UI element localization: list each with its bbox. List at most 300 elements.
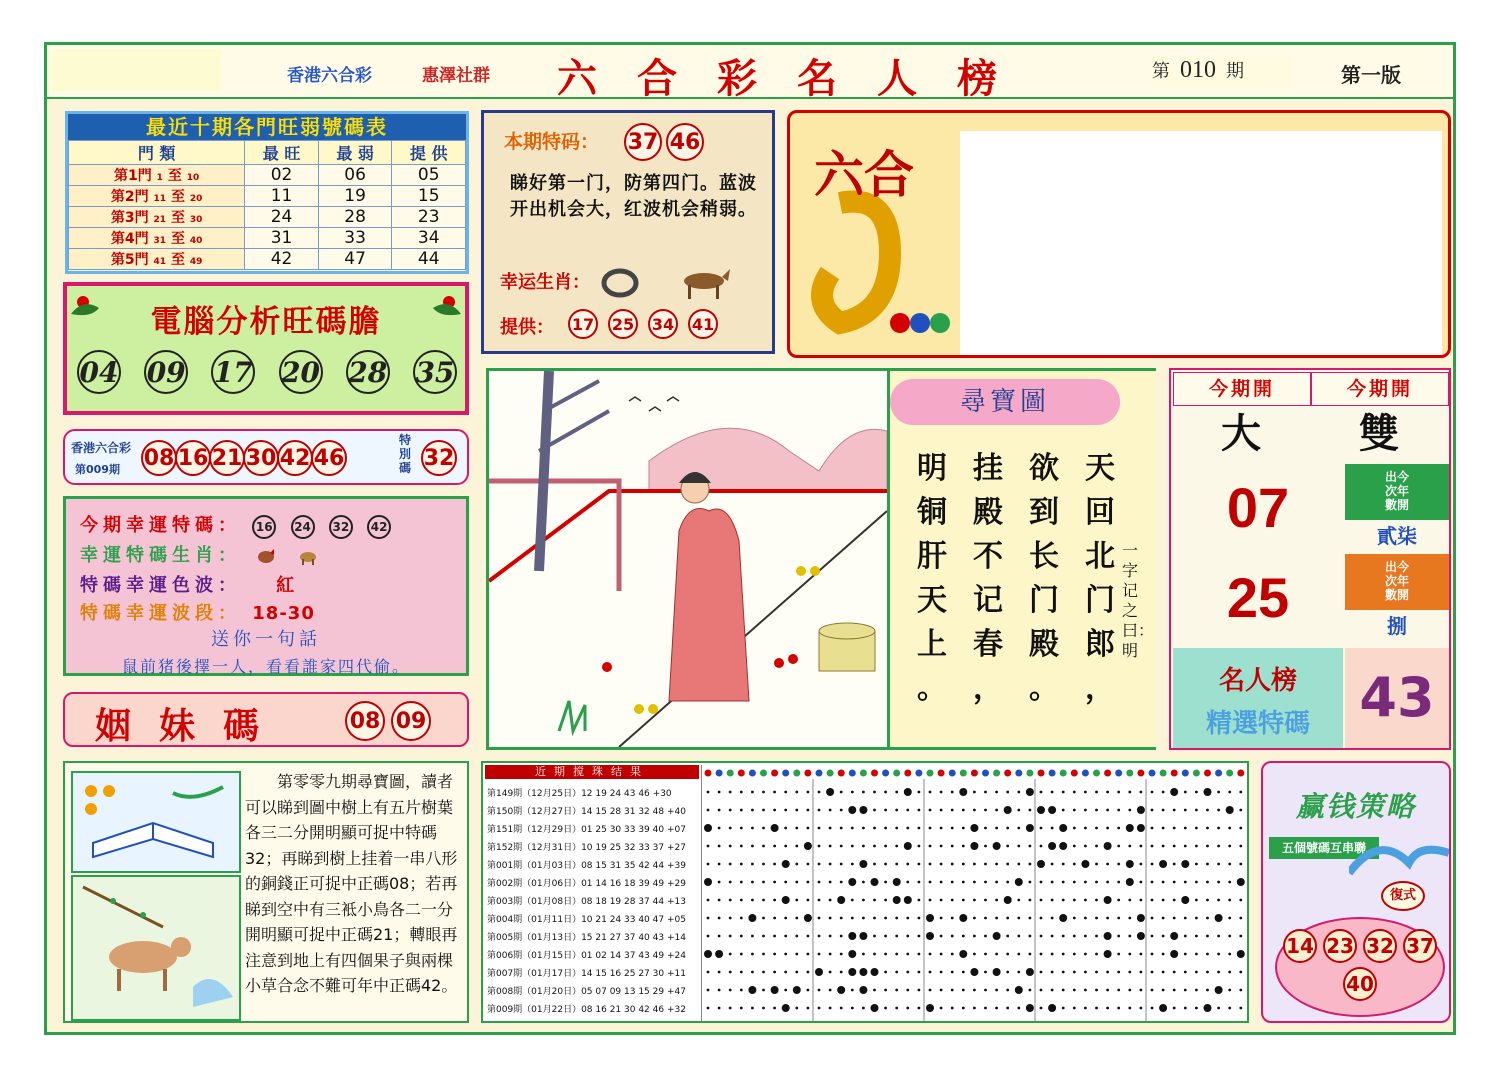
provide-cell: 23	[392, 207, 466, 228]
grid-dot	[1162, 917, 1165, 920]
drawn-number-dot	[970, 968, 978, 976]
grid-dot	[784, 953, 787, 956]
drawn-number-dot	[782, 896, 790, 904]
grid-dot	[1217, 953, 1220, 956]
grid-dot	[884, 791, 887, 794]
grid-dot	[951, 971, 954, 974]
lucky-range-label: 特碼幸運波段：	[80, 603, 241, 624]
door-table	[68, 140, 466, 270]
grid-dot	[1029, 809, 1032, 812]
provide-cell: 34	[392, 228, 466, 249]
header-color-dot	[1160, 770, 1167, 777]
grid-dot	[1084, 899, 1087, 902]
grid-dot	[1206, 935, 1209, 938]
grid-dot	[1217, 1007, 1220, 1010]
header-color-dot	[827, 770, 834, 777]
grid-dot	[951, 953, 954, 956]
number-ball: 35	[413, 350, 457, 394]
grid-dot	[1051, 917, 1054, 920]
last-result-issue: 第009期	[75, 463, 120, 476]
drawn-number-dot	[848, 950, 856, 958]
grid-dot	[840, 935, 843, 938]
grid-dot	[1128, 971, 1131, 974]
grid-dot	[1084, 827, 1087, 830]
drawn-number-dot	[771, 986, 779, 994]
grid-dot	[862, 1007, 865, 1010]
stats-odd-even: 雙	[1359, 410, 1399, 457]
grid-dot	[1095, 971, 1098, 974]
grid-dot	[929, 899, 932, 902]
grid-dot	[718, 989, 721, 992]
grid-dot	[884, 989, 887, 992]
grid-dot	[1239, 935, 1242, 938]
wave-icon	[1349, 833, 1449, 883]
grid-dot	[784, 935, 787, 938]
grid-dot	[1239, 971, 1242, 974]
header-color-dot	[793, 770, 800, 777]
number-ball: 37	[624, 123, 662, 161]
table-row: 第006期（01月15日）01 02 14 37 43 49 +24	[487, 951, 686, 961]
grid-dot	[740, 899, 743, 902]
grid-dot	[1195, 791, 1198, 794]
grid-dot	[1062, 899, 1065, 902]
grid-dot	[829, 827, 832, 830]
grid-dot	[773, 809, 776, 812]
grid-dot	[940, 971, 943, 974]
header-color-dot	[938, 770, 945, 777]
grid-dot	[851, 845, 854, 848]
header-color-dot	[1015, 770, 1022, 777]
grid-dot	[1106, 809, 1109, 812]
grid-dot	[940, 953, 943, 956]
grid-dot	[1006, 917, 1009, 920]
drawn-number-dot	[704, 878, 712, 886]
results-dot-grid	[701, 765, 1248, 1021]
grid-dot	[1051, 827, 1054, 830]
header-color-dot	[749, 770, 756, 777]
grid-dot	[795, 809, 798, 812]
grid-dot	[1140, 971, 1143, 974]
table-row: 第005期（01月13日）15 21 27 37 40 43 +14	[487, 933, 686, 943]
drawn-number-dot	[1137, 806, 1145, 814]
poem-column: 明铜肝天上 。	[917, 451, 947, 706]
win-subtitle: 五個號碼互串聯	[1269, 837, 1379, 859]
grid-dot	[940, 881, 943, 884]
table-row: 第001期（01月03日）08 15 31 35 42 44 +39	[487, 861, 686, 871]
grid-dot	[918, 899, 921, 902]
issue-number: 010	[1180, 57, 1216, 83]
grid-dot	[751, 935, 754, 938]
grid-dot	[740, 1007, 743, 1010]
grid-dot	[984, 791, 987, 794]
grid-dot	[1117, 935, 1120, 938]
grid-dot	[773, 917, 776, 920]
stats-count: 貳柒	[1377, 524, 1417, 548]
grid-dot	[762, 809, 765, 812]
grid-dot	[884, 881, 887, 884]
grid-dot	[1095, 881, 1098, 884]
drawn-number-dot	[1159, 860, 1167, 868]
table-row	[69, 186, 466, 207]
drawn-number-dot	[1226, 806, 1234, 814]
grid-dot	[1051, 971, 1054, 974]
lucky-range-row	[80, 599, 315, 625]
grid-dot	[1162, 989, 1165, 992]
grid-dot	[729, 1007, 732, 1010]
grid-dot	[1117, 917, 1120, 920]
grid-dot	[1084, 953, 1087, 956]
grid-dot	[1184, 845, 1187, 848]
lucky-zodiac-row	[80, 541, 322, 567]
grid-dot	[918, 791, 921, 794]
stats-head: 今期開	[1173, 372, 1311, 406]
grid-dot	[884, 1007, 887, 1010]
grid-dot	[895, 791, 898, 794]
cow-icon	[73, 877, 235, 1015]
grid-dot	[862, 953, 865, 956]
treasure-note: 一字记之曰：明	[1122, 541, 1155, 660]
grid-dot	[1073, 845, 1076, 848]
grid-dot	[918, 989, 921, 992]
grid-dot	[1062, 989, 1065, 992]
grid-dot	[1206, 863, 1209, 866]
grid-dot	[962, 899, 965, 902]
lucky-saying: 鼠前猪後擇一人，看看誰家四代偷。	[121, 657, 410, 676]
grid-dot	[807, 791, 810, 794]
grid-dot	[1006, 989, 1009, 992]
header-color-dot	[904, 770, 911, 777]
grid-dot	[1151, 1007, 1154, 1010]
header-color-dot	[871, 770, 878, 777]
grid-dot	[1195, 899, 1198, 902]
grid-dot	[1239, 899, 1242, 902]
grid-dot	[1073, 1007, 1076, 1010]
header-blank-area	[51, 49, 221, 91]
grid-dot	[1006, 791, 1009, 794]
grid-dot	[1062, 1007, 1065, 1010]
min-cell: 06	[318, 165, 392, 186]
grid-dot	[951, 989, 954, 992]
drawn-number-dot	[1048, 1004, 1056, 1012]
table-row	[69, 207, 466, 228]
special-code-label: 本期特码：	[504, 131, 600, 153]
grid-dot	[1106, 971, 1109, 974]
drawn-number-dot	[904, 896, 912, 904]
grid-dot	[840, 827, 843, 830]
grid-dot	[1084, 989, 1087, 992]
grid-dot	[1062, 809, 1065, 812]
grid-dot	[707, 845, 710, 848]
header-color-dot	[1171, 770, 1178, 777]
table-row: 第004期（01月11日）10 21 24 33 40 47 +05	[487, 915, 686, 925]
grid-dot	[762, 953, 765, 956]
grid-dot	[1206, 971, 1209, 974]
grid-dot	[818, 917, 821, 920]
grid-dot	[873, 953, 876, 956]
treasure-poem	[912, 447, 1120, 711]
grid-dot	[884, 953, 887, 956]
grid-dot	[862, 881, 865, 884]
grid-dot	[962, 989, 965, 992]
special-zodiac-label: 幸运生肖：	[500, 272, 590, 293]
number-ball: 28	[346, 350, 390, 394]
grid-dot	[1073, 791, 1076, 794]
drawn-number-dot	[1004, 806, 1012, 814]
sister-title	[95, 698, 287, 749]
grid-dot	[918, 953, 921, 956]
header-color-dot	[1071, 770, 1078, 777]
drawn-number-dot	[748, 986, 756, 994]
grid-dot	[751, 809, 754, 812]
number-ball: 16	[252, 515, 276, 539]
grid-dot	[995, 953, 998, 956]
stats-label: 出今 次年 數開	[1345, 554, 1449, 610]
grid-dot	[718, 1007, 721, 1010]
grid-dot	[1206, 827, 1209, 830]
grid-dot	[795, 935, 798, 938]
door-table-header	[69, 141, 466, 165]
grid-dot	[807, 989, 810, 992]
grid-dot	[873, 809, 876, 812]
grid-dot	[962, 809, 965, 812]
lucky-range-value: 18-30	[252, 603, 315, 624]
header-color-dot	[738, 770, 745, 777]
special-code-box	[481, 110, 775, 354]
drawn-number-dot	[859, 968, 867, 976]
famous-pick-label	[1173, 648, 1343, 748]
grid-dot	[1073, 971, 1076, 974]
number-ball: 41	[688, 309, 718, 339]
drawn-number-dot	[893, 878, 901, 886]
grid-dot	[1017, 809, 1020, 812]
grid-dot	[1084, 791, 1087, 794]
grid-dot	[1151, 971, 1154, 974]
drawn-number-dot	[782, 860, 790, 868]
grid-dot	[1228, 917, 1231, 920]
grid-dot	[1017, 845, 1020, 848]
grid-dot	[1128, 899, 1131, 902]
famous-pick-number: 43	[1345, 648, 1449, 748]
door-cell: 第4門 31 至 40	[69, 228, 245, 249]
poem-column: 天回北门郎 ，	[1085, 451, 1115, 706]
grid-dot	[929, 971, 932, 974]
drawn-number-dot	[993, 932, 1001, 940]
grid-dot	[1006, 1007, 1009, 1010]
grid-dot	[1173, 989, 1176, 992]
drawn-number-dot	[904, 842, 912, 850]
grid-dot	[1128, 1007, 1131, 1010]
grid-dot	[1140, 863, 1143, 866]
grid-dot	[951, 845, 954, 848]
grid-dot	[807, 827, 810, 830]
grid-dot	[929, 953, 932, 956]
grid-dot	[1006, 953, 1009, 956]
grid-dot	[973, 935, 976, 938]
min-cell: 28	[318, 207, 392, 228]
grid-dot	[1051, 989, 1054, 992]
grid-dot	[1217, 899, 1220, 902]
grid-dot	[1095, 989, 1098, 992]
lucky-special-row	[80, 511, 399, 539]
drawn-number-dot	[1059, 842, 1067, 850]
grid-dot	[1017, 899, 1020, 902]
grid-dot	[1095, 809, 1098, 812]
grid-dot	[1195, 935, 1198, 938]
grid-dot	[895, 953, 898, 956]
grid-dot	[1151, 899, 1154, 902]
drawn-number-dot	[793, 986, 801, 994]
grid-dot	[829, 845, 832, 848]
stats-number: 25	[1226, 566, 1290, 629]
grid-dot	[984, 863, 987, 866]
max-cell: 31	[245, 228, 319, 249]
drawn-number-dot	[804, 914, 812, 922]
grid-dot	[1173, 881, 1176, 884]
grid-dot	[840, 809, 843, 812]
grid-dot	[1184, 809, 1187, 812]
grid-dot	[1151, 989, 1154, 992]
grid-dot	[1006, 881, 1009, 884]
grid-dot	[1084, 845, 1087, 848]
grid-dot	[1051, 935, 1054, 938]
grid-dot	[718, 971, 721, 974]
number-ball: 46	[311, 440, 347, 476]
header-color-dot	[1104, 770, 1111, 777]
drawn-number-dot	[1104, 896, 1112, 904]
grid-dot	[1073, 917, 1076, 920]
grid-dot	[1017, 863, 1020, 866]
grid-dot	[1117, 863, 1120, 866]
grid-dot	[1040, 881, 1043, 884]
grid-dot	[1040, 899, 1043, 902]
grid-dot	[818, 1007, 821, 1010]
grid-dot	[1006, 935, 1009, 938]
grid-dot	[1040, 989, 1043, 992]
grid-dot	[984, 827, 987, 830]
grid-dot	[784, 791, 787, 794]
grid-dot	[751, 845, 754, 848]
special-provide-label: 提供：	[500, 317, 554, 338]
recent-results-title: 近期搅珠结果	[485, 765, 699, 779]
drawn-number-dot	[1126, 860, 1134, 868]
grid-dot	[818, 791, 821, 794]
grid-dot	[729, 971, 732, 974]
grid-dot	[1173, 1007, 1176, 1010]
grid-dot	[1184, 971, 1187, 974]
header-color-dot	[1038, 770, 1045, 777]
grid-dot	[951, 863, 954, 866]
drawn-number-dot	[1037, 806, 1045, 814]
grid-dot	[829, 989, 832, 992]
grid-dot	[762, 845, 765, 848]
door-table-title: 最近十期各門旺弱號碼表	[68, 114, 466, 140]
drawn-number-dot	[859, 806, 867, 814]
grid-dot	[973, 881, 976, 884]
grid-dot	[762, 791, 765, 794]
grid-dot	[918, 971, 921, 974]
grid-dot	[1184, 827, 1187, 830]
grid-dot	[1106, 791, 1109, 794]
drawn-number-dot	[1015, 878, 1023, 886]
col-header: 門 類	[69, 141, 245, 165]
grid-dot	[1151, 935, 1154, 938]
grid-dot	[1062, 953, 1065, 956]
grid-dot	[1228, 899, 1231, 902]
grid-dot	[1239, 791, 1242, 794]
header-group: 惠澤社群	[422, 66, 490, 86]
grid-dot	[884, 899, 887, 902]
grid-dot	[1029, 917, 1032, 920]
grid-dot	[1017, 917, 1020, 920]
sister-title-text: 姻妹碼	[95, 705, 288, 747]
grid-dot	[906, 863, 909, 866]
header-color-dot	[782, 770, 789, 777]
grid-dot	[1173, 863, 1176, 866]
grid-dot	[940, 899, 943, 902]
table-row: 第003期（01月08日）08 18 19 28 37 44 +13	[487, 897, 686, 907]
grid-dot	[718, 899, 721, 902]
grid-dot	[995, 791, 998, 794]
drawn-number-dot	[959, 950, 967, 958]
drawn-number-dot	[1126, 878, 1134, 886]
grid-dot	[895, 989, 898, 992]
header-color-dot	[816, 770, 823, 777]
grid-dot	[995, 1007, 998, 1010]
grid-dot	[1117, 1007, 1120, 1010]
grid-dot	[773, 881, 776, 884]
grid-dot	[707, 791, 710, 794]
grid-dot	[1117, 809, 1120, 812]
drawn-number-dot	[1104, 950, 1112, 958]
grid-dot	[707, 935, 710, 938]
stats-head: 今期開	[1311, 372, 1449, 406]
grid-dot	[895, 1007, 898, 1010]
grid-dot	[740, 953, 743, 956]
number-ball: 09	[144, 350, 188, 394]
min-cell: 33	[318, 228, 392, 249]
grid-dot	[1073, 989, 1076, 992]
max-cell: 02	[245, 165, 319, 186]
grid-dot	[1029, 989, 1032, 992]
grid-dot	[1228, 791, 1231, 794]
drawn-number-dot	[1081, 860, 1089, 868]
grid-dot	[918, 809, 921, 812]
grid-dot	[795, 899, 798, 902]
grid-dot	[1040, 827, 1043, 830]
grid-dot	[1106, 827, 1109, 830]
lucky-zodiac-label: 幸運特碼生肖：	[80, 545, 241, 566]
grid-dot	[1095, 791, 1098, 794]
grid-dot	[1140, 953, 1143, 956]
grid-dot	[984, 971, 987, 974]
drawn-number-dot	[1015, 986, 1023, 994]
header-color-dot	[1182, 770, 1189, 777]
col-header: 最 弱	[318, 141, 392, 165]
grid-dot	[1084, 971, 1087, 974]
grid-dot	[951, 881, 954, 884]
famous-pick-line1: 名人榜	[1218, 666, 1297, 696]
grid-dot	[1151, 809, 1154, 812]
header-color-dot	[716, 770, 723, 777]
last-result-numbers	[141, 440, 345, 476]
number-ball: 23	[1323, 929, 1357, 963]
banner-title: 六合	[814, 145, 914, 204]
grid-dot	[873, 845, 876, 848]
drawn-number-dot	[1181, 860, 1189, 868]
grid-dot	[1073, 953, 1076, 956]
grid-dot	[762, 881, 765, 884]
grid-dot	[1095, 953, 1098, 956]
